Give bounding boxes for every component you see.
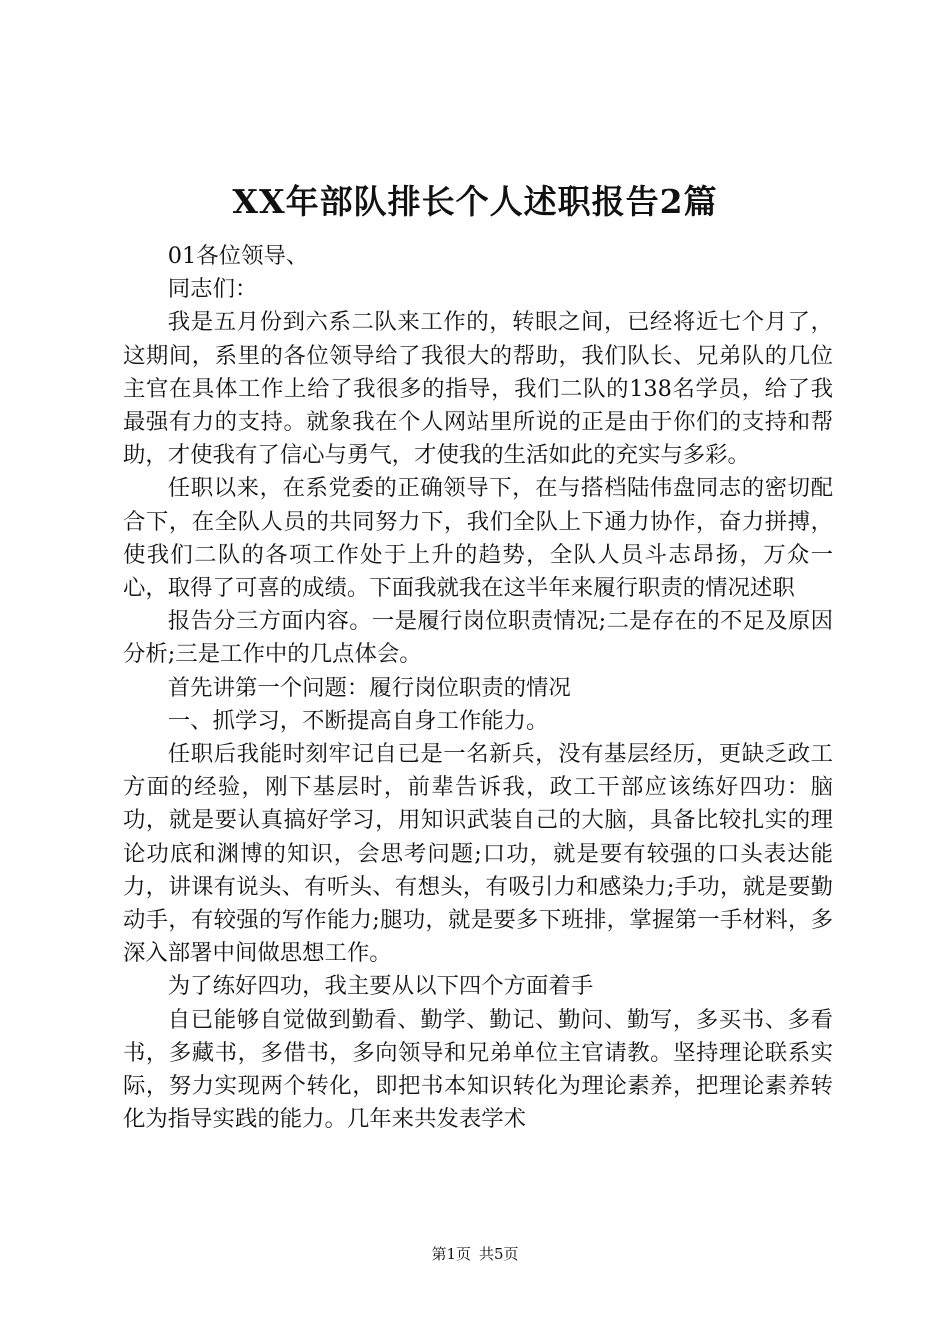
page-number: 第1页 xyxy=(431,1245,471,1263)
paragraph: 01各位领导、 xyxy=(167,243,309,269)
document-body xyxy=(123,240,833,1136)
paragraph: 一、抓学习，不断提高自身工作能力。 xyxy=(167,707,549,734)
page-footer xyxy=(0,1244,950,1264)
paragraph: 报告分三方面内容。一是履行岗位职责情况;二是存在的不足及原因分析;三是工作中的几点体会。 xyxy=(123,608,833,668)
page-total: 共5页 xyxy=(479,1245,519,1263)
paragraph: 首先讲第一个问题：履行岗位职责的情况 xyxy=(167,674,571,701)
paragraph: 同志们： xyxy=(167,276,258,303)
paragraph: 自已能够自觉做到勤看、勤学、勤记、勤问、勤写，多买书、多看书，多藏书，多借书，多向领导和兄弟单位主官请教。坚持理论联系实际，努力实现两个转化，即把书本知识转化为理论素养，把理论素养转化为指导实践的能力。几年来共发表学术 xyxy=(123,1006,833,1133)
paragraph: 我是五月份到六系二队来工作的，转眼之间，已经将近七个月了，这期间，系里的各位领导给了我很大的帮助，我们队长、兄弟队的几位主官在具体工作上给了我很多的指导，我们二队的138名学员，给了我最强有力的支持。就象我在个人网站里所说的正是由于你们的支持和帮助，才使我有了信心与勇气，才使我的生活如此的充实与多彩。 xyxy=(123,309,833,469)
document-title: XX年部队排长个人述职报告2篇 xyxy=(232,182,718,221)
paragraph: 任职后我能时刻牢记自已是一名新兵，没有基层经历，更缺乏政工方面的经验，刚下基层时，前辈告诉我，政工干部应该练好四功：脑功，就是要认真搞好学习，用知识武装自己的大脑，具备比较扎实的理论功底和渊博的知识，会思考问题;口功，就是要有较强的口头表达能力，讲课有说头、有听头、有想头，有吸引力和感染力;手功，就是要勤动手，有较强的写作能力;腿功，就是要多下班排，掌握第一手材料，多深入部署中间做思想工作。 xyxy=(123,741,833,967)
paragraph: 任职以来，在系党委的正确领导下，在与搭档陆伟盘同志的密切配合下，在全队人员的共同努力下，我们全队上下通力协作，奋力拼搏，使我们二队的各项工作处于上升的趋势，全队人员斗志昂扬，万众一心，取得了可喜的成绩。下面我就我在这半年来履行职责的情况述职 xyxy=(123,475,833,602)
paragraph: 为了练好四功，我主要从以下四个方面着手 xyxy=(167,973,594,1000)
